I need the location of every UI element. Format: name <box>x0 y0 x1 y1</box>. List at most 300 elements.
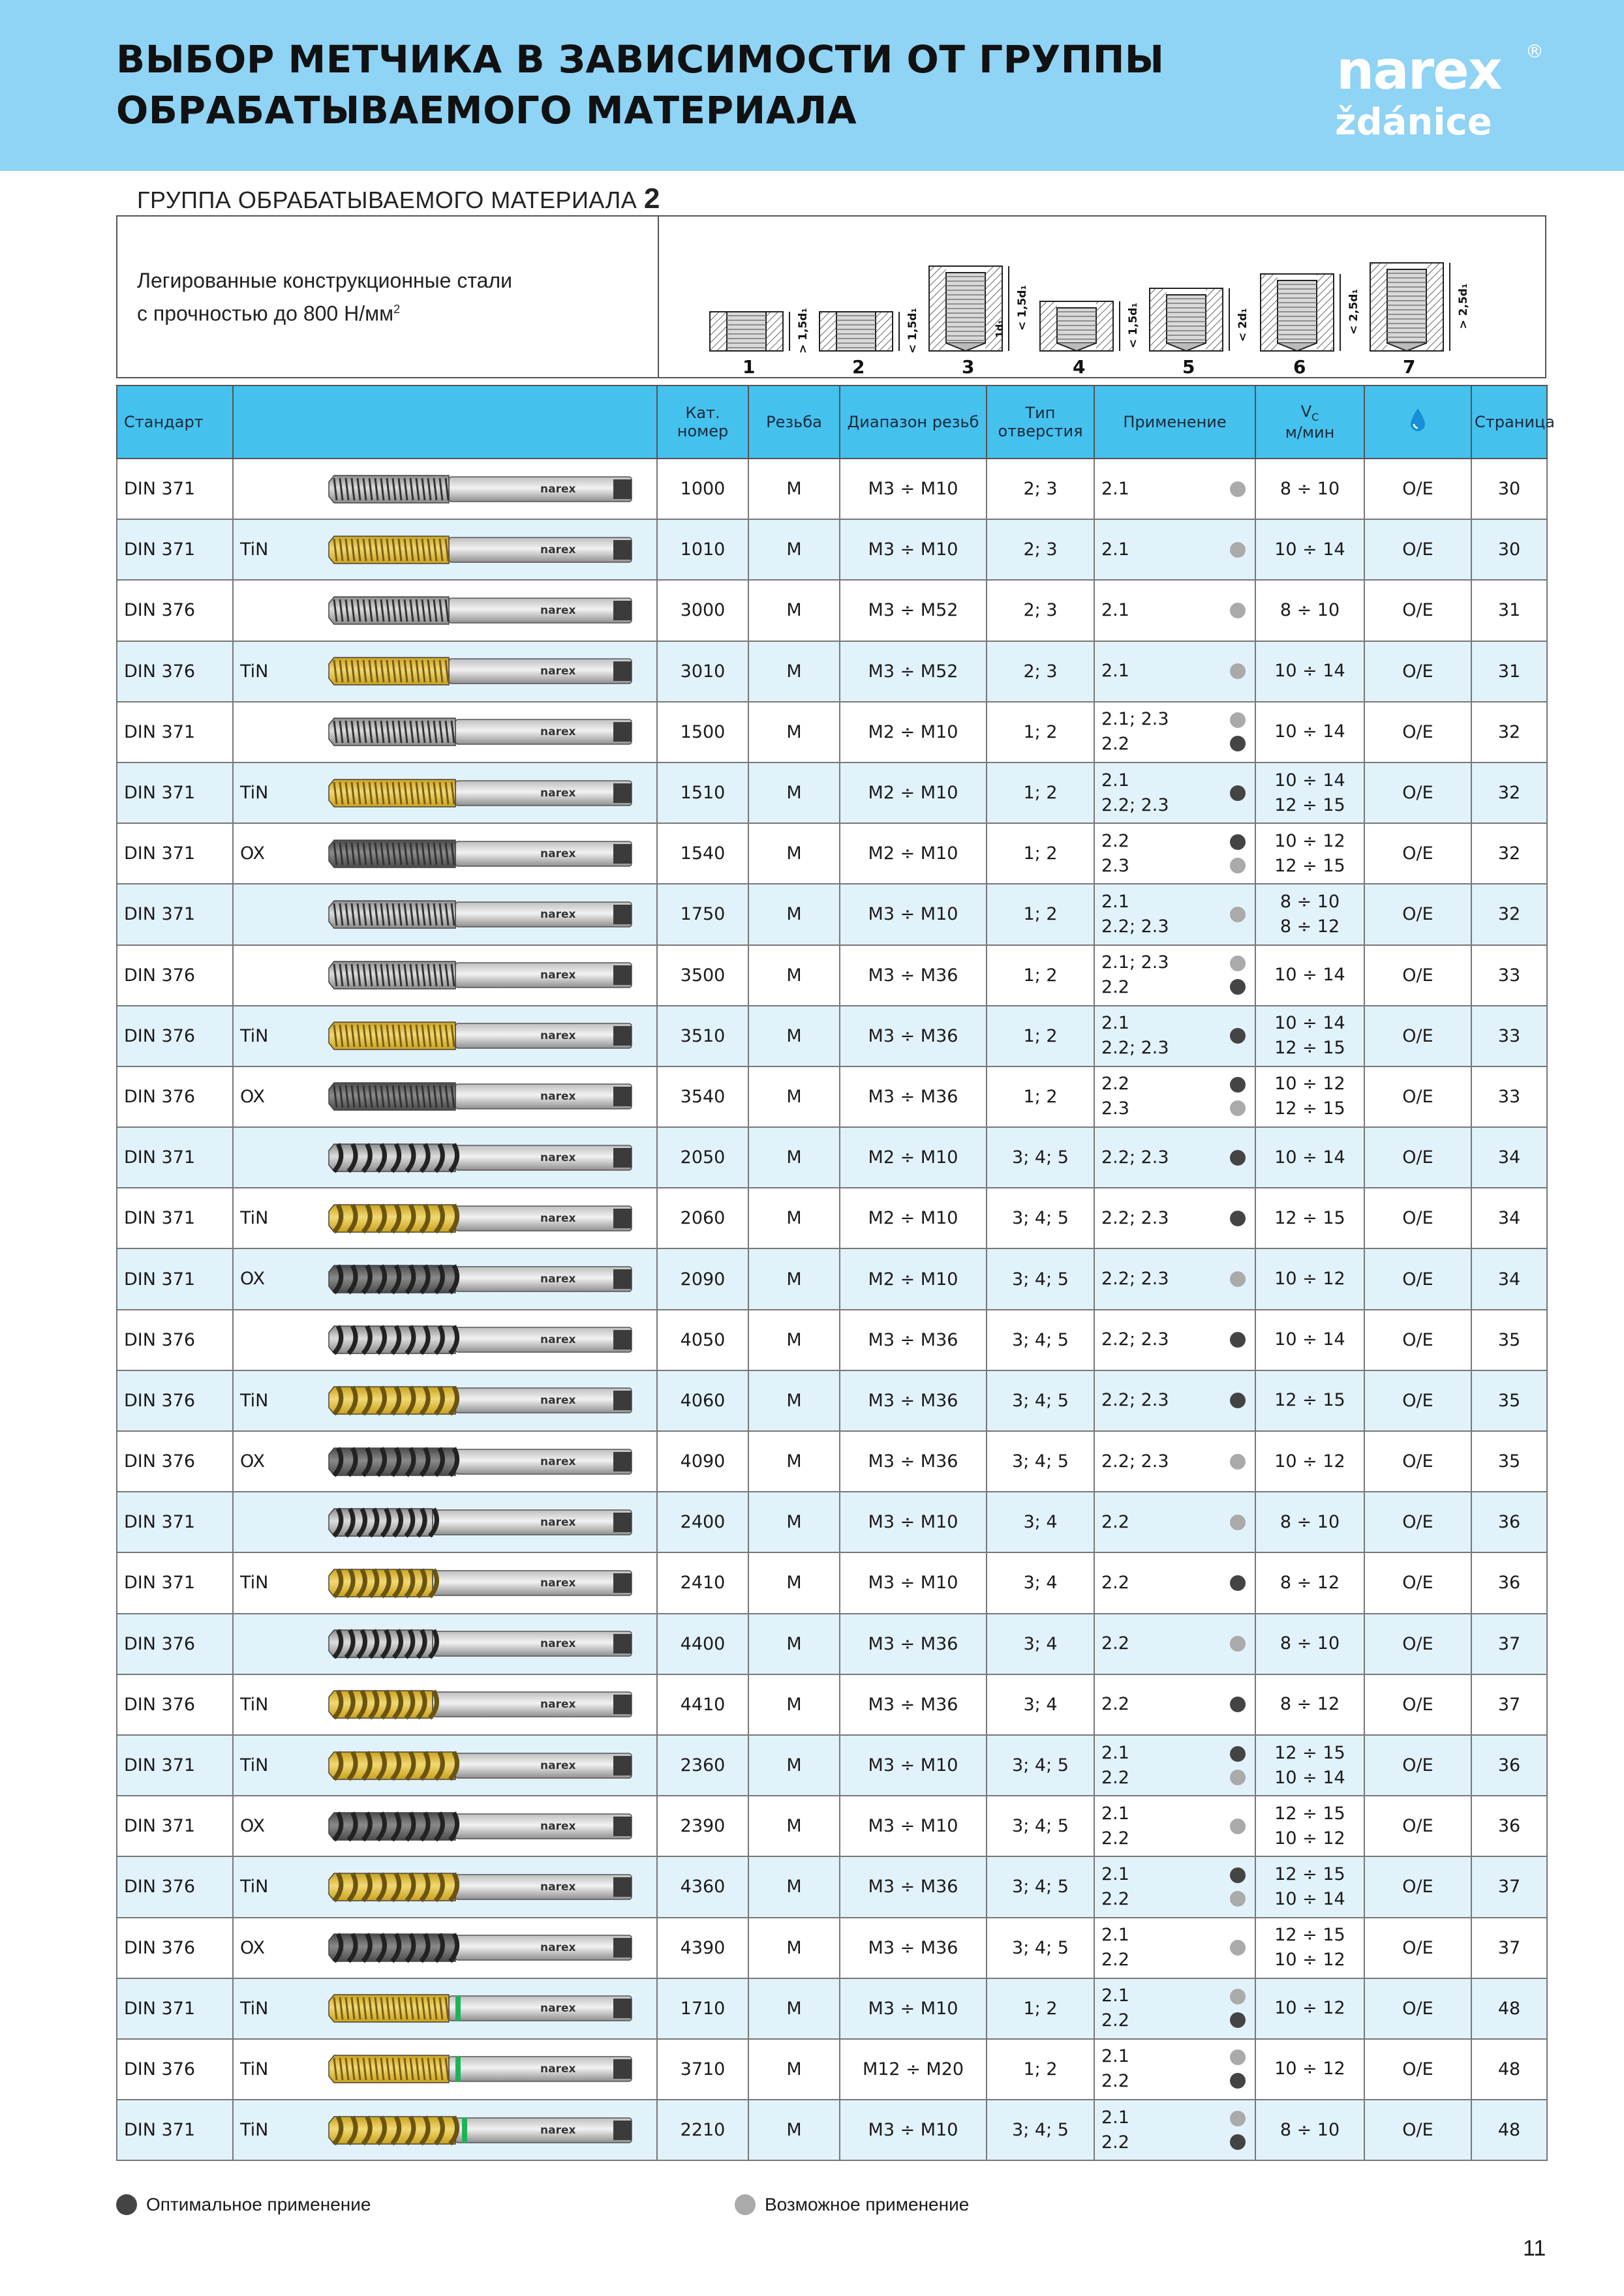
application-value: 2.2; 2.3 <box>1101 1147 1169 1168</box>
vc-cell <box>1255 1614 1364 1674</box>
tap-image <box>325 956 645 994</box>
optimal-dot-icon <box>1230 1697 1246 1712</box>
hole-type-cell: 3; 4; 5 <box>987 1310 1094 1370</box>
application-cell <box>1094 1796 1255 1856</box>
tap-image <box>325 531 645 569</box>
range-cell: M3 ÷ M10 <box>840 884 987 944</box>
hole-type-cell: 3; 4; 5 <box>987 1188 1094 1248</box>
standard-cell: DIN 371 <box>117 763 233 823</box>
col-vc: $V_C$ м/мин <box>1255 385 1364 459</box>
cat-number-cell: 3010 <box>657 641 748 702</box>
application-value: 2.2; 2.3 <box>1101 1038 1169 1059</box>
optimal-dot-icon <box>1230 2134 1246 2150</box>
possible-dot-icon <box>1230 1940 1246 1956</box>
optimal-dot-icon <box>1230 785 1246 801</box>
thread-cell: M <box>748 1248 840 1309</box>
possible-dot-icon <box>1230 1100 1246 1116</box>
application-cell <box>1094 763 1255 823</box>
tap-brand: narex <box>540 1941 576 1955</box>
page-cell: 36 <box>1471 1796 1547 1856</box>
table-row <box>117 1918 1547 1978</box>
tap-image-cell <box>233 1796 657 1856</box>
tap-brand: narex <box>540 1515 576 1529</box>
tap-brand: narex <box>540 725 576 739</box>
tap-image <box>325 1443 645 1481</box>
table-row <box>117 519 1547 580</box>
application-cell <box>1094 2100 1255 2160</box>
hole-type-1 <box>710 308 810 378</box>
page-cell: 33 <box>1471 1006 1547 1066</box>
col-thread: Резьба <box>748 385 840 459</box>
standard-cell: DIN 376 <box>117 1674 233 1735</box>
optimal-dot-icon <box>116 2194 137 2215</box>
table-row <box>117 1978 1547 2039</box>
possible-dot-icon <box>735 2194 756 2215</box>
coolant-cell: O/E <box>1364 1735 1471 1796</box>
possible-dot-icon <box>1230 858 1246 873</box>
cat-number-cell: 1010 <box>657 519 748 580</box>
coating-label: OX <box>240 1816 266 1837</box>
tap-image-cell <box>233 2039 657 2100</box>
tap-image-cell <box>233 1248 657 1309</box>
tap-brand: narex <box>540 1151 576 1164</box>
thread-cell: M <box>748 1127 840 1188</box>
tap-image-cell <box>233 1918 657 1978</box>
possible-dot-icon <box>1230 1891 1246 1907</box>
tap-image <box>325 713 645 751</box>
coolant-cell: O/E <box>1364 1492 1471 1552</box>
hole-depth-label: < 1,5d₁ <box>1016 285 1029 331</box>
standard-cell: DIN 371 <box>117 2100 233 2160</box>
hole-type-cell: 3; 4 <box>987 1674 1094 1735</box>
application-value: 2.3 <box>1101 855 1129 876</box>
application-cell <box>1094 1431 1255 1492</box>
tap-image-cell <box>233 1188 657 1248</box>
coating-label: TiN <box>240 1390 269 1411</box>
vc-value: 12 ÷ 15 <box>1274 794 1345 815</box>
range-cell: M3 ÷ M10 <box>840 1735 987 1796</box>
tap-image <box>325 652 645 690</box>
tap-image-cell <box>233 519 657 580</box>
application-cell <box>1094 641 1255 702</box>
hole-types-svg <box>659 217 1546 380</box>
thread-cell: M <box>748 884 840 944</box>
vc-value: 12 ÷ 15 <box>1274 1207 1345 1228</box>
hole-type-cell: 3; 4 <box>987 1614 1094 1674</box>
hole-number: 7 <box>1403 356 1416 378</box>
narex-logo <box>1330 38 1552 142</box>
thread-cell: M <box>748 1431 840 1492</box>
hole-type-cell: 3; 4; 5 <box>987 2100 1094 2160</box>
legend-optimal-text: Оптимальное применение <box>146 2194 371 2214</box>
hole-type-cell: 1; 2 <box>987 1978 1094 2039</box>
thread-cell: M <box>748 945 840 1006</box>
tap-brand: narex <box>540 2123 576 2137</box>
vc-cell <box>1255 641 1364 702</box>
table-row <box>117 1006 1547 1066</box>
tap-brand: narex <box>540 1211 576 1225</box>
range-cell: M2 ÷ M10 <box>840 1248 987 1309</box>
cat-number-cell: 4390 <box>657 1918 748 1978</box>
standard-cell: DIN 376 <box>117 1614 233 1674</box>
coating-label: TiN <box>240 539 269 560</box>
possible-dot-icon <box>1230 1271 1246 1287</box>
application-value: 2.2 <box>1101 1511 1129 1532</box>
page-cell: 32 <box>1471 702 1547 763</box>
tap-image-cell <box>233 459 657 519</box>
possible-dot-icon <box>1230 542 1246 558</box>
tap-image <box>325 2111 645 2149</box>
application-value: 2.2 <box>1101 1074 1129 1095</box>
tap-brand: narex <box>540 603 576 617</box>
thread-cell: M <box>748 763 840 823</box>
vc-cell <box>1255 763 1364 823</box>
possible-dot-icon <box>1230 1515 1246 1530</box>
hole-type-cell: 3; 4; 5 <box>987 1918 1094 1978</box>
standard-cell: DIN 371 <box>117 1188 233 1248</box>
tap-brand: narex <box>540 1394 576 1408</box>
range-cell: M3 ÷ M36 <box>840 1674 987 1735</box>
tap-image <box>325 835 645 873</box>
optimal-dot-icon <box>1230 1575 1246 1591</box>
possible-dot-icon <box>1230 2049 1246 2065</box>
tap-brand: narex <box>540 847 576 860</box>
vc-cell <box>1255 1066 1364 1127</box>
hole-type-7 <box>1370 263 1470 378</box>
cat-number-cell: 3510 <box>657 1006 748 1066</box>
application-value: 2.2 <box>1101 1767 1129 1788</box>
vc-value: 10 ÷ 12 <box>1274 1950 1345 1971</box>
col-application: Применение <box>1094 385 1255 459</box>
vc-value: 8 ÷ 10 <box>1279 478 1340 499</box>
hole-depth-label: < 1,5d₁ <box>906 308 919 354</box>
hole-type-cell: 3; 4 <box>987 1492 1094 1552</box>
tap-image <box>325 1382 645 1419</box>
title-line-1: ВЫБОР МЕТЧИКА В ЗАВИСИМОСТИ ОТ ГРУППЫ <box>116 37 1165 82</box>
table-row <box>117 1248 1547 1309</box>
vc-cell <box>1255 1248 1364 1309</box>
hole-type-cell: 1; 2 <box>987 702 1094 763</box>
thread-cell: M <box>748 1918 840 1978</box>
application-value: 2.2; 2.3 <box>1101 794 1169 815</box>
tap-image-cell <box>233 641 657 702</box>
range-cell: M3 ÷ M36 <box>840 1006 987 1066</box>
vc-cell <box>1255 1370 1364 1431</box>
vc-cell <box>1255 1856 1364 1917</box>
vc-cell <box>1255 1310 1364 1370</box>
standard-cell: DIN 376 <box>117 1370 233 1431</box>
table-row <box>117 2100 1547 2160</box>
cat-number-cell: 2060 <box>657 1188 748 1248</box>
vc-cell <box>1255 945 1364 1006</box>
cat-number-cell: 4360 <box>657 1856 748 1917</box>
page-cell: 36 <box>1471 1735 1547 1796</box>
cat-number-cell: 4090 <box>657 1431 748 1492</box>
cat-number-cell: 2400 <box>657 1492 748 1552</box>
coating-label: TiN <box>240 1573 269 1594</box>
application-cell <box>1094 1735 1255 1796</box>
tap-image-cell <box>233 1431 657 1492</box>
col-range: Диапазон резьб <box>840 385 987 459</box>
standard-cell: DIN 376 <box>117 1856 233 1917</box>
application-cell <box>1094 702 1255 763</box>
table-row <box>117 1310 1547 1370</box>
range-cell: M3 ÷ M36 <box>840 1370 987 1431</box>
vc-value: 8 ÷ 10 <box>1279 891 1340 912</box>
coating-label: TiN <box>240 1998 269 2019</box>
cat-number-cell: 1510 <box>657 763 748 823</box>
vc-value: 10 ÷ 14 <box>1274 1147 1345 1168</box>
group-label-text: ГРУППА ОБРАБАТЫВАЕМОГО МАТЕРИАЛА <box>137 187 637 213</box>
vc-value: 10 ÷ 12 <box>1274 1998 1345 2019</box>
application-value: 2.1 <box>1101 770 1129 791</box>
range-cell: M2 ÷ M10 <box>840 702 987 763</box>
range-cell: M3 ÷ M36 <box>840 1918 987 1978</box>
range-cell: M3 ÷ M36 <box>840 1066 987 1127</box>
optimal-dot-icon <box>1230 1746 1246 1762</box>
vc-cell <box>1255 1127 1364 1188</box>
range-cell: M3 ÷ M10 <box>840 1978 987 2039</box>
coating-label: OX <box>240 843 266 864</box>
tap-image <box>325 1139 645 1177</box>
cat-number-cell: 2390 <box>657 1796 748 1856</box>
hole-number: 4 <box>1073 356 1086 378</box>
vc-cell <box>1255 1552 1364 1613</box>
application-value: 2.1 <box>1101 1803 1129 1824</box>
application-cell <box>1094 1552 1255 1613</box>
logo-narex: narex <box>1336 40 1501 102</box>
coolant-cell: O/E <box>1364 641 1471 702</box>
tap-image <box>325 1685 645 1723</box>
standard-cell: DIN 376 <box>117 1310 233 1370</box>
tap-image <box>325 1807 645 1845</box>
page-cell: 32 <box>1471 823 1547 884</box>
application-cell <box>1094 1918 1255 1978</box>
page-cell: 34 <box>1471 1188 1547 1248</box>
standard-cell: DIN 376 <box>117 641 233 702</box>
cat-number-cell: 1710 <box>657 1978 748 2039</box>
range-cell: M3 ÷ M36 <box>840 945 987 1006</box>
page-cell: 35 <box>1471 1310 1547 1370</box>
application-value: 2.1 <box>1101 1925 1129 1946</box>
tap-image <box>325 1747 645 1785</box>
page-cell: 36 <box>1471 1552 1547 1613</box>
coolant-cell: O/E <box>1364 519 1471 580</box>
vc-value: 10 ÷ 12 <box>1274 1269 1345 1290</box>
cat-number-cell: 4050 <box>657 1310 748 1370</box>
cat-number-cell: 1000 <box>657 459 748 519</box>
standard-cell: DIN 371 <box>117 702 233 763</box>
coating-label: TiN <box>240 1208 269 1229</box>
table-row <box>117 2039 1547 2100</box>
cat-number-cell: 3000 <box>657 580 748 641</box>
page-cell: 31 <box>1471 580 1547 641</box>
coating-label: TiN <box>240 2059 269 2079</box>
vc-value: 12 ÷ 15 <box>1274 1925 1345 1946</box>
thread-cell: M <box>748 1066 840 1127</box>
tap-brand: narex <box>540 543 576 556</box>
thread-cell: M <box>748 519 840 580</box>
vc-value: 10 ÷ 14 <box>1274 539 1345 560</box>
hole-type-cell: 2; 3 <box>987 580 1094 641</box>
page-cell: 33 <box>1471 1066 1547 1127</box>
cat-number-cell: 4060 <box>657 1370 748 1431</box>
optimal-dot-icon <box>1230 1393 1246 1408</box>
tap-image <box>325 1625 645 1663</box>
application-value: 2.1 <box>1101 1986 1129 2006</box>
cat-number-cell: 2360 <box>657 1735 748 1796</box>
possible-dot-icon <box>1230 907 1246 922</box>
vc-value: 8 ÷ 10 <box>1279 2119 1340 2140</box>
vc-value: 12 ÷ 15 <box>1274 1742 1345 1763</box>
coolant-drop-icon <box>1409 407 1427 433</box>
vc-value: 8 ÷ 12 <box>1279 1694 1340 1715</box>
thread-cell: M <box>748 459 840 519</box>
application-value: 2.2 <box>1101 734 1129 755</box>
cat-number-cell: 3710 <box>657 2039 748 2100</box>
tap-image-cell <box>233 1006 657 1066</box>
vc-cell <box>1255 2039 1364 2100</box>
table-row <box>117 1674 1547 1735</box>
range-cell: M3 ÷ M10 <box>840 2100 987 2160</box>
hole-type-4 <box>1040 301 1140 378</box>
coating-label: OX <box>240 1086 266 1107</box>
standard-cell: DIN 371 <box>117 459 233 519</box>
title-line-2: ОБРАБАТЫВАЕМОГО МАТЕРИАЛА <box>116 88 857 132</box>
table-row <box>117 1492 1547 1552</box>
page-cell: 48 <box>1471 1978 1547 2039</box>
standard-cell: DIN 371 <box>117 1552 233 1613</box>
tap-image-cell <box>233 823 657 884</box>
cat-number-cell: 2050 <box>657 1127 748 1188</box>
thread-cell: M <box>748 1674 840 1735</box>
vc-value: 10 ÷ 14 <box>1274 1888 1345 1909</box>
tap-brand: narex <box>540 969 576 982</box>
coolant-cell: O/E <box>1364 2100 1471 2160</box>
tap-image-cell <box>233 1856 657 1917</box>
hole-depth-label: < 2,5d₁ <box>1347 289 1360 335</box>
vc-cell <box>1255 2100 1364 2160</box>
vc-cell <box>1255 1492 1364 1552</box>
possible-dot-icon <box>1230 1770 1246 1785</box>
tap-image <box>325 1929 645 1967</box>
table-row <box>117 1735 1547 1796</box>
vc-cell <box>1255 519 1364 580</box>
table-row <box>117 1188 1547 1248</box>
range-cell: M3 ÷ M36 <box>840 1431 987 1492</box>
thread-cell: M <box>748 1978 840 2039</box>
optimal-dot-icon <box>1230 736 1246 751</box>
tap-brand: narex <box>540 1698 576 1712</box>
hole-type-2 <box>820 308 919 378</box>
coating-label: TiN <box>240 1755 269 1775</box>
table-row <box>117 580 1547 641</box>
coolant-cell: O/E <box>1364 1552 1471 1613</box>
vc-cell <box>1255 1978 1364 2039</box>
application-cell <box>1094 1066 1255 1127</box>
application-value: 2.2; 2.3 <box>1101 1207 1169 1228</box>
logo-reg: ® <box>1525 40 1544 62</box>
possible-dot-icon <box>1230 712 1246 728</box>
thread-cell: M <box>748 1735 840 1796</box>
tap-brand: narex <box>540 2002 576 2016</box>
tap-image-cell <box>233 1552 657 1613</box>
page-cell: 37 <box>1471 1614 1547 1674</box>
vc-cell <box>1255 1735 1364 1796</box>
application-value: 2.1; 2.3 <box>1101 952 1169 973</box>
application-cell <box>1094 519 1255 580</box>
tap-image-cell <box>233 1978 657 2039</box>
thread-cell: M <box>748 580 840 641</box>
tap-image-cell <box>233 1674 657 1735</box>
range-cell: M3 ÷ M36 <box>840 1856 987 1917</box>
page-cell: 36 <box>1471 1492 1547 1552</box>
hole-type-6 <box>1261 274 1360 378</box>
application-value: 2.1 <box>1101 599 1129 620</box>
application-value: 2.1 <box>1101 1013 1129 1034</box>
legend-optimal <box>116 2194 371 2215</box>
optimal-dot-icon <box>1230 1028 1246 1044</box>
legend-possible-text: Возможное применение <box>765 2194 970 2214</box>
standard-cell: DIN 371 <box>117 884 233 944</box>
logo-zdanice: ždánice <box>1335 101 1492 142</box>
hole-type-cell: 1; 2 <box>987 884 1094 944</box>
application-value: 2.1; 2.3 <box>1101 709 1169 730</box>
hole-type-5 <box>1150 288 1249 378</box>
vc-value: 10 ÷ 14 <box>1274 770 1345 791</box>
cat-number-cell: 1500 <box>657 702 748 763</box>
coolant-cell: O/E <box>1364 1127 1471 1188</box>
hole-type-cell: 2; 3 <box>987 459 1094 519</box>
tap-brand: narex <box>540 907 576 921</box>
vc-value: 8 ÷ 10 <box>1279 599 1340 620</box>
coolant-cell: O/E <box>1364 884 1471 944</box>
hole-type-3 <box>929 266 1029 378</box>
tap-image-cell <box>233 1492 657 1552</box>
cat-number-cell: 4410 <box>657 1674 748 1735</box>
optimal-dot-icon <box>1230 1332 1246 1348</box>
application-value: 2.2 <box>1101 2132 1129 2152</box>
standard-cell: DIN 376 <box>117 1431 233 1492</box>
application-cell <box>1094 1978 1255 2039</box>
vc-value: 10 ÷ 12 <box>1274 2059 1345 2079</box>
tap-image <box>325 1868 645 1906</box>
coating-label: TiN <box>240 661 269 682</box>
standard-cell: DIN 371 <box>117 1492 233 1552</box>
range-cell: M3 ÷ M52 <box>840 641 987 702</box>
vc-value: 10 ÷ 14 <box>1274 661 1345 682</box>
possible-dot-icon <box>1230 956 1246 971</box>
possible-dot-icon <box>1230 2111 1246 2126</box>
page-cell: 48 <box>1471 2100 1547 2160</box>
hole-depth-label: > 1,5d₁ <box>797 308 810 354</box>
tap-brand: narex <box>540 2062 576 2076</box>
application-cell <box>1094 1492 1255 1552</box>
application-cell <box>1094 823 1255 884</box>
table-row <box>117 641 1547 702</box>
optimal-dot-icon <box>1230 1867 1246 1883</box>
application-value: 2.1 <box>1101 891 1129 912</box>
tap-brand: narex <box>540 786 576 800</box>
page-cell: 48 <box>1471 2039 1547 2100</box>
application-value: 2.2 <box>1101 830 1129 851</box>
application-cell <box>1094 945 1255 1006</box>
coolant-cell: O/E <box>1364 1978 1471 2039</box>
coolant-cell: O/E <box>1364 1796 1471 1856</box>
possible-dot-icon <box>1230 481 1246 497</box>
application-value: 2.1 <box>1101 661 1129 682</box>
coolant-cell: O/E <box>1364 1856 1471 1917</box>
